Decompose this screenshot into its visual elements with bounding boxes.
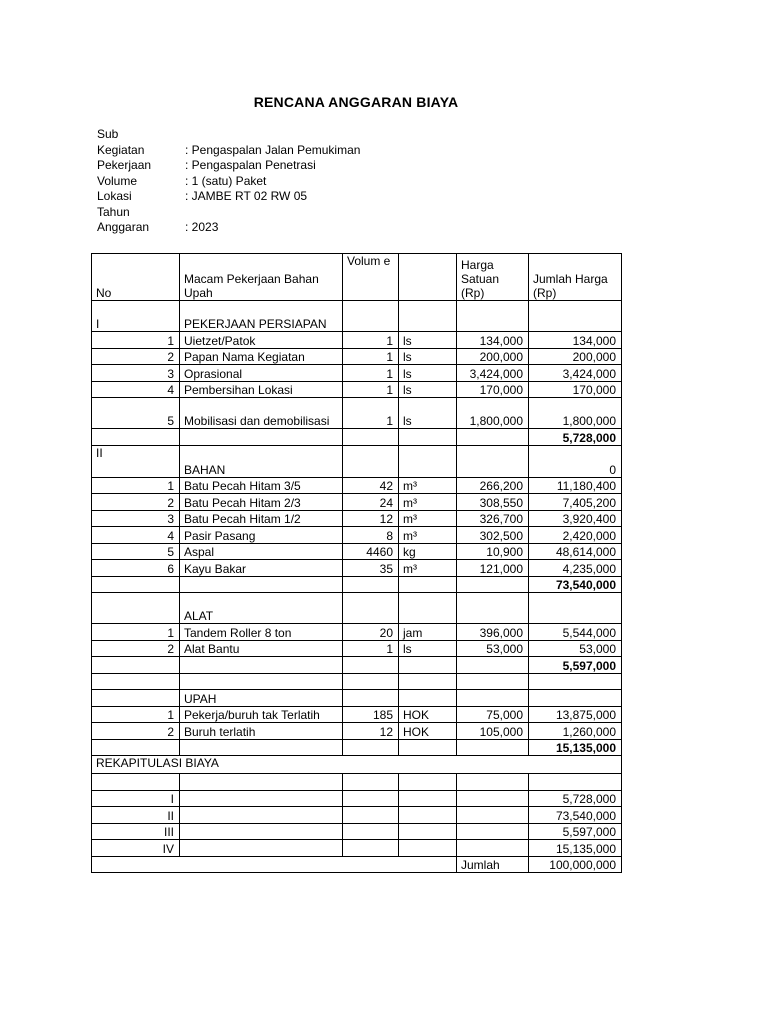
row-item: Oprasional — [180, 365, 343, 382]
row-no — [92, 739, 180, 756]
recap-empty — [457, 840, 529, 857]
row-satuan — [399, 739, 457, 756]
row-item: Buruh terlatih — [180, 723, 343, 740]
row-no: 1 — [92, 624, 180, 641]
info-label-line: Pekerjaan — [97, 158, 152, 172]
blank-cell — [399, 774, 457, 791]
row-satuan — [399, 301, 457, 332]
recap-row — [92, 840, 622, 857]
row-jumlah: 5,728,000 — [529, 429, 622, 446]
row-no: 5 — [92, 543, 180, 560]
row-jumlah: 134,000 — [529, 332, 622, 349]
recap-empty — [457, 790, 529, 807]
recap-empty — [399, 823, 457, 840]
row-item: Pekerja/buruh tak Terlatih — [180, 706, 343, 723]
row-volume — [343, 739, 399, 756]
table-row — [92, 510, 622, 527]
row-satuan — [399, 429, 457, 446]
row-item: BAHAN — [180, 445, 343, 477]
info-row — [97, 127, 360, 158]
budget-table — [91, 253, 622, 873]
recap-label: REKAPITULASI BIAYA — [92, 756, 622, 774]
row-volume — [343, 301, 399, 332]
info-label-line: Tahun — [97, 204, 130, 219]
total-label: Jumlah — [457, 856, 529, 873]
subtotal-row — [92, 576, 622, 593]
table-row — [92, 723, 622, 740]
table-row — [92, 560, 622, 577]
row-jumlah: 3,424,000 — [529, 365, 622, 382]
info-label — [97, 127, 185, 158]
row-item — [180, 429, 343, 446]
table-row — [92, 624, 622, 641]
row-harga: 1,800,000 — [457, 398, 529, 429]
row-volume: 12 — [343, 510, 399, 527]
row-harga — [457, 673, 529, 690]
recap-row — [92, 807, 622, 824]
blank-row — [92, 774, 622, 791]
row-satuan: m³ — [399, 510, 457, 527]
info-label — [97, 174, 185, 190]
row-satuan: m³ — [399, 560, 457, 577]
info-label — [97, 189, 185, 205]
row-volume — [343, 429, 399, 446]
row-harga: 200,000 — [457, 348, 529, 365]
row-volume: 24 — [343, 494, 399, 511]
recap-empty — [343, 840, 399, 857]
row-satuan — [399, 593, 457, 624]
row-volume: 1 — [343, 398, 399, 429]
row-jumlah: 11,180,400 — [529, 477, 622, 494]
row-no: I — [92, 301, 180, 332]
row-harga: 121,000 — [457, 560, 529, 577]
row-no: 5 — [92, 398, 180, 429]
info-value: : 1 (satu) Paket — [185, 173, 267, 188]
row-item: Kayu Bakar — [180, 560, 343, 577]
header-jumlah-harga: Jumlah Harga (Rp) — [529, 254, 622, 301]
row-no: 2 — [92, 640, 180, 657]
recap-empty — [180, 840, 343, 857]
info-label-line: Volume — [97, 173, 138, 188]
info-value: : JAMBE RT 02 RW 05 — [185, 189, 308, 203]
row-item: Batu Pecah Hitam 2/3 — [180, 494, 343, 511]
grand-total: 100,000,000 — [529, 856, 622, 873]
recap-no: III — [92, 823, 180, 840]
row-item: Batu Pecah Hitam 1/2 — [180, 510, 343, 527]
row-item: Mobilisasi dan demobilisasi — [180, 398, 343, 429]
info-row — [97, 205, 360, 236]
row-no — [92, 657, 180, 674]
row-jumlah: 53,000 — [529, 640, 622, 657]
row-satuan: ls — [399, 398, 457, 429]
row-harga — [457, 429, 529, 446]
row-harga — [457, 593, 529, 624]
row-item: Pasir Pasang — [180, 527, 343, 544]
table-row — [92, 332, 622, 349]
table-row — [92, 640, 622, 657]
row-jumlah: 13,875,000 — [529, 706, 622, 723]
row-satuan — [399, 657, 457, 674]
row-satuan — [399, 445, 457, 477]
row-jumlah: 7,405,200 — [529, 494, 622, 511]
row-volume — [343, 690, 399, 707]
row-jumlah: 4,235,000 — [529, 560, 622, 577]
info-value: : 2023 — [185, 220, 219, 234]
table-row — [92, 527, 622, 544]
recap-empty — [399, 840, 457, 857]
row-volume: 185 — [343, 706, 399, 723]
row-item: Pembersihan Lokasi — [180, 381, 343, 398]
row-volume — [343, 593, 399, 624]
row-volume — [343, 576, 399, 593]
row-harga: 3,424,000 — [457, 365, 529, 382]
row-jumlah: 170,000 — [529, 381, 622, 398]
header-pekerjaan: Macam Pekerjaan Bahan Upah — [180, 254, 343, 301]
row-volume: 42 — [343, 477, 399, 494]
table-row — [92, 398, 622, 429]
recap-empty — [343, 823, 399, 840]
row-satuan: ls — [399, 640, 457, 657]
row-harga: 10,900 — [457, 543, 529, 560]
table-row — [92, 301, 622, 332]
info-label-line: Anggaran — [97, 220, 150, 234]
row-harga: 53,000 — [457, 640, 529, 657]
row-jumlah — [529, 690, 622, 707]
row-no: 1 — [92, 477, 180, 494]
recap-header-row — [92, 756, 622, 774]
header-no: No — [92, 254, 180, 301]
row-satuan: ls — [399, 332, 457, 349]
row-satuan: ls — [399, 365, 457, 382]
row-harga: 396,000 — [457, 624, 529, 641]
row-no — [92, 593, 180, 624]
row-item: ALAT — [180, 593, 343, 624]
subtotal-row — [92, 739, 622, 756]
recap-jumlah: 73,540,000 — [529, 807, 622, 824]
info-label — [97, 158, 185, 174]
row-volume: 35 — [343, 560, 399, 577]
row-item: Alat Bantu — [180, 640, 343, 657]
row-volume: 1 — [343, 381, 399, 398]
row-item — [180, 739, 343, 756]
row-jumlah: 2,420,000 — [529, 527, 622, 544]
row-no: 3 — [92, 365, 180, 382]
recap-jumlah: 5,597,000 — [529, 823, 622, 840]
blank-cell — [180, 774, 343, 791]
blank-cell — [529, 774, 622, 791]
row-satuan: m³ — [399, 494, 457, 511]
row-jumlah: 5,544,000 — [529, 624, 622, 641]
blank-cell — [343, 774, 399, 791]
recap-empty — [180, 790, 343, 807]
recap-empty — [180, 823, 343, 840]
row-harga — [457, 657, 529, 674]
row-harga: 170,000 — [457, 381, 529, 398]
recap-empty — [180, 807, 343, 824]
recap-no: II — [92, 807, 180, 824]
row-volume: 8 — [343, 527, 399, 544]
row-volume: 1 — [343, 640, 399, 657]
row-jumlah — [529, 593, 622, 624]
row-satuan — [399, 690, 457, 707]
row-item: PEKERJAAN PERSIAPAN — [180, 301, 343, 332]
document-title: RENCANA ANGGARAN BIAYA — [253, 94, 459, 110]
subtotal-row — [92, 657, 622, 674]
recap-jumlah: 5,728,000 — [529, 790, 622, 807]
row-harga — [457, 301, 529, 332]
table-row — [92, 593, 622, 624]
row-jumlah: 48,614,000 — [529, 543, 622, 560]
blank-cell — [92, 774, 180, 791]
recap-empty — [457, 823, 529, 840]
recap-jumlah: 15,135,000 — [529, 840, 622, 857]
recap-row — [92, 823, 622, 840]
table-row — [92, 365, 622, 382]
row-no — [92, 576, 180, 593]
row-item: Tandem Roller 8 ton — [180, 624, 343, 641]
table-row — [92, 494, 622, 511]
row-jumlah — [529, 301, 622, 332]
row-no: II — [92, 445, 180, 477]
row-volume: 1 — [343, 332, 399, 349]
info-label — [97, 205, 185, 236]
blank-cell — [457, 774, 529, 791]
table-row — [92, 445, 622, 477]
row-no: 2 — [92, 723, 180, 740]
recap-no: I — [92, 790, 180, 807]
recap-empty — [399, 790, 457, 807]
row-item: Papan Nama Kegiatan — [180, 348, 343, 365]
recap-empty — [343, 807, 399, 824]
project-info — [97, 127, 360, 236]
row-jumlah: 15,135,000 — [529, 739, 622, 756]
row-volume: 1 — [343, 348, 399, 365]
row-jumlah: 1,800,000 — [529, 398, 622, 429]
subtotal-row — [92, 429, 622, 446]
row-no — [92, 690, 180, 707]
recap-empty — [399, 807, 457, 824]
recap-no: IV — [92, 840, 180, 857]
row-item — [180, 576, 343, 593]
info-value: : Pengaspalan Penetrasi — [185, 158, 316, 172]
info-row — [97, 174, 360, 190]
row-satuan — [399, 673, 457, 690]
row-satuan: m³ — [399, 477, 457, 494]
row-volume: 12 — [343, 723, 399, 740]
row-jumlah: 3,920,400 — [529, 510, 622, 527]
row-item: Aspal — [180, 543, 343, 560]
row-no: 1 — [92, 332, 180, 349]
row-jumlah: 0 — [529, 445, 622, 477]
row-harga: 105,000 — [457, 723, 529, 740]
table-row — [92, 543, 622, 560]
row-jumlah — [529, 673, 622, 690]
row-no — [92, 673, 180, 690]
row-harga — [457, 690, 529, 707]
row-no: 2 — [92, 494, 180, 511]
header-volume: Volum e — [343, 254, 399, 301]
row-harga: 134,000 — [457, 332, 529, 349]
row-no: 2 — [92, 348, 180, 365]
row-harga: 75,000 — [457, 706, 529, 723]
info-row — [97, 158, 360, 174]
total-empty — [92, 856, 457, 873]
row-item: Batu Pecah Hitam 3/5 — [180, 477, 343, 494]
table-row — [92, 348, 622, 365]
row-harga — [457, 576, 529, 593]
row-no: 4 — [92, 527, 180, 544]
row-satuan: HOK — [399, 706, 457, 723]
row-volume: 20 — [343, 624, 399, 641]
row-volume — [343, 673, 399, 690]
info-label-line: Kegiatan — [97, 142, 145, 157]
row-item: Uietzet/Patok — [180, 332, 343, 349]
header-satuan — [399, 254, 457, 301]
table-row — [92, 690, 622, 707]
row-volume: 4460 — [343, 543, 399, 560]
row-satuan — [399, 576, 457, 593]
row-harga — [457, 739, 529, 756]
row-harga: 308,550 — [457, 494, 529, 511]
row-satuan: kg — [399, 543, 457, 560]
row-item — [180, 657, 343, 674]
recap-empty — [457, 807, 529, 824]
recap-empty — [343, 790, 399, 807]
row-no: 4 — [92, 381, 180, 398]
row-jumlah: 73,540,000 — [529, 576, 622, 593]
row-satuan: m³ — [399, 527, 457, 544]
row-jumlah: 5,597,000 — [529, 657, 622, 674]
row-jumlah: 1,260,000 — [529, 723, 622, 740]
recap-row — [92, 790, 622, 807]
row-item — [180, 673, 343, 690]
table-row — [92, 706, 622, 723]
row-harga: 326,700 — [457, 510, 529, 527]
row-no: 3 — [92, 510, 180, 527]
grand-total-row — [92, 856, 622, 873]
table-header-row — [92, 254, 622, 301]
info-value: : Pengaspalan Jalan Pemukiman — [185, 142, 361, 157]
row-harga — [457, 445, 529, 477]
row-satuan: ls — [399, 381, 457, 398]
row-volume: 1 — [343, 365, 399, 382]
row-volume — [343, 657, 399, 674]
table-row — [92, 477, 622, 494]
table-row — [92, 673, 622, 690]
row-harga: 302,500 — [457, 527, 529, 544]
row-jumlah: 200,000 — [529, 348, 622, 365]
row-item: UPAH — [180, 690, 343, 707]
row-no: 1 — [92, 706, 180, 723]
row-satuan: jam — [399, 624, 457, 641]
info-row — [97, 189, 360, 205]
row-volume — [343, 445, 399, 477]
row-no — [92, 429, 180, 446]
row-satuan: HOK — [399, 723, 457, 740]
row-no: 6 — [92, 560, 180, 577]
row-satuan: ls — [399, 348, 457, 365]
row-harga: 266,200 — [457, 477, 529, 494]
info-label-line: Sub — [97, 127, 119, 141]
table-row — [92, 381, 622, 398]
header-harga-satuan: Harga Satuan (Rp) — [457, 254, 529, 301]
info-label-line: Lokasi — [97, 189, 132, 203]
